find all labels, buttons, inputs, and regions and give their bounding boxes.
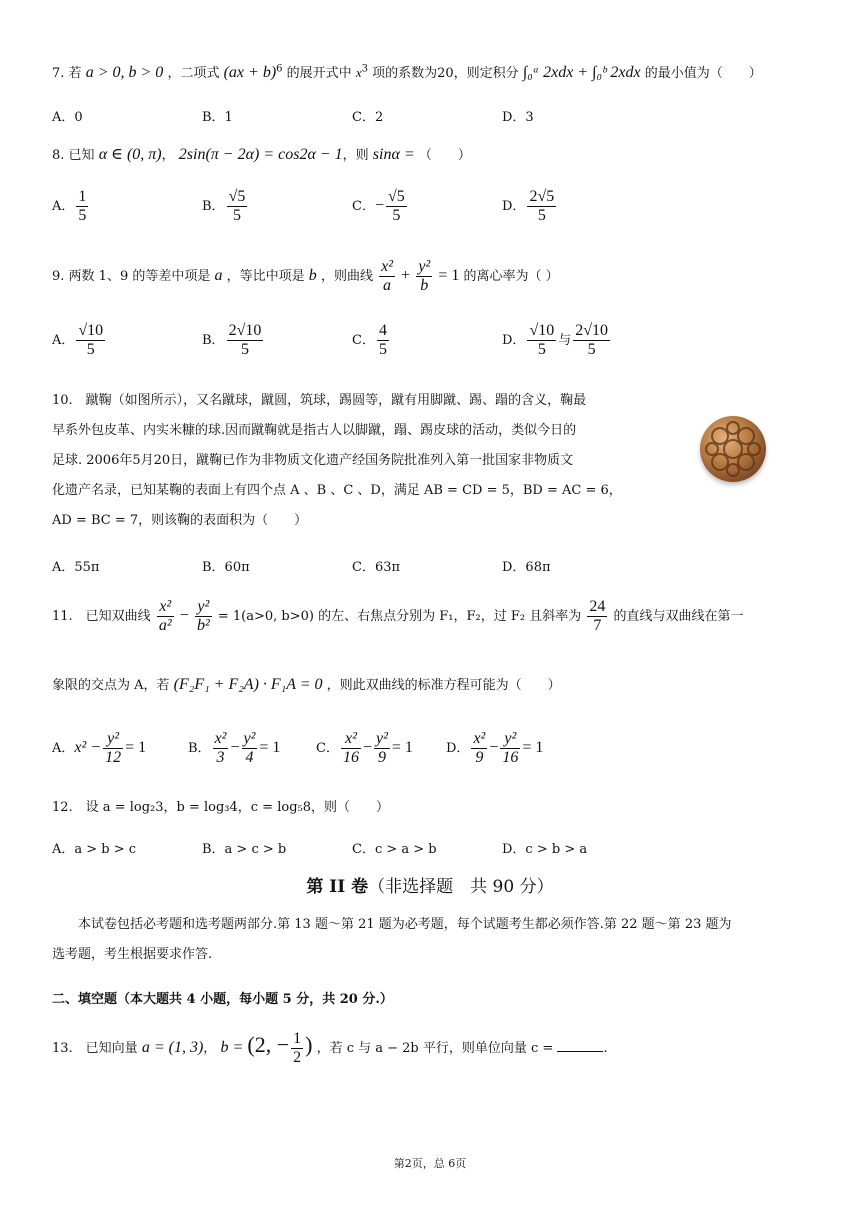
q13-vector-b-close: ) <box>305 1032 313 1057</box>
q7-text: ，二项式 <box>167 66 220 81</box>
q10-option-b[interactable]: B．60π <box>202 560 250 575</box>
option-label: B． <box>202 333 225 348</box>
q10-line: 化遗产名录，已知某鞠的表面上有四个点 A 、B 、C 、D，满足 AB = CD = 5，BD = AC = 6， <box>52 483 622 498</box>
q10-option-c[interactable]: C．63π <box>352 560 401 575</box>
q9-option-b[interactable] <box>202 322 265 359</box>
q11-option-b[interactable] <box>188 730 280 767</box>
q9-text: ，则曲线 <box>320 269 373 284</box>
section-title <box>0 872 860 897</box>
q13-text: ，若 c 与 a − 2b 平行，则单位向量 c = <box>316 1041 554 1056</box>
q11-option-c[interactable] <box>316 730 413 767</box>
option-label: B． <box>188 741 211 756</box>
fraction: $\frac{2√10}{5}$ <box>228 322 262 358</box>
q12-option-d[interactable]: D．c > b > a <box>502 842 588 857</box>
q8-condition: α ∈ (0, π) <box>98 146 162 163</box>
q9-number: 9. <box>52 269 65 284</box>
question-11-line2 <box>52 674 561 694</box>
fraction: $\frac{2√5}{5}$ <box>529 188 555 224</box>
part-2-heading: 二、填空题（本大题共 4 小题，每小题 5 分，共 20 分.） <box>52 992 393 1007</box>
q8-text: ，则 <box>342 148 369 163</box>
and-word: 与 <box>558 333 572 348</box>
q9-option-d[interactable] <box>502 322 612 359</box>
q7-integral: ∫₀ᵃ 2xdx + ∫₀ᵇ 2xdx <box>522 64 641 81</box>
q7-option-b[interactable]: B．1 <box>202 110 233 125</box>
q9-a: a <box>214 267 223 284</box>
question-8 <box>52 144 471 164</box>
q7-text: 项的系数为20，则定积分 <box>372 66 519 81</box>
intro-line: 选考题，考生根据要求作答. <box>52 947 213 962</box>
minus-sign: − <box>230 739 240 756</box>
section-intro <box>52 910 812 970</box>
cuju-ball-image <box>700 416 766 482</box>
question-12: 12. 设 a = log₂3，b = log₃4，c = log₅8，则（ ） <box>52 800 389 815</box>
minus-sign: − <box>362 739 372 756</box>
question-11 <box>52 598 744 635</box>
option-label: D． <box>446 741 470 756</box>
q13-vector-a: a = (1, 3) <box>141 1039 204 1056</box>
q7-option-d[interactable]: D．3 <box>502 110 534 125</box>
fraction: $\frac{\text{y²}}{\text{b²}}$ <box>196 598 210 634</box>
q11-text: 的直线与双曲线在第一 <box>613 609 744 624</box>
fraction: $\frac{4}{5}$ <box>378 322 387 358</box>
q13-vector-b: b = <box>220 1039 244 1056</box>
fraction: $\frac{\text{x²}}{3}$ <box>214 730 227 766</box>
option-label: A． <box>52 199 75 214</box>
q9-text: ，等比中项是 <box>226 269 305 284</box>
option-label: C． <box>316 741 339 756</box>
fraction: $\frac{\text{x²}}{a}$ <box>381 258 393 294</box>
fraction: $\frac{√5}{5}$ <box>387 188 405 224</box>
q13-vector-b-open: (2, − <box>247 1032 290 1057</box>
q11-vector-equation: (F₂F₁ + F₂A) · F₁A = 0 <box>173 676 323 693</box>
fraction: $\frac{\text{y²}}{4}$ <box>243 730 256 766</box>
q7-term: x <box>355 65 362 80</box>
fraction: $\frac{\text{x²}}{9}$ <box>473 730 486 766</box>
q8-option-c[interactable] <box>352 188 409 225</box>
option-label: D． <box>502 199 526 214</box>
fraction: $\frac{\text{y²}}{12}$ <box>105 730 122 766</box>
q12-option-b[interactable]: B．a > c > b <box>202 842 287 857</box>
equals: = 1 <box>522 739 544 756</box>
fraction: $\frac{√10}{5}$ <box>529 322 555 358</box>
q12-option-c[interactable]: C．c > a > b <box>352 842 437 857</box>
q7-option-a[interactable]: A．0 <box>52 110 83 125</box>
option-label: C． <box>352 333 375 348</box>
q8-option-a[interactable] <box>52 188 90 225</box>
q11-text: = 1(a>0, b>0) 的左、右焦点分别为 F₁，F₂，过 F₂ 且斜率为 <box>217 609 582 624</box>
q7-exponent: 6 <box>276 63 283 75</box>
fraction: $\frac{\text{x²}}{16}$ <box>342 730 359 766</box>
answer-blank[interactable] <box>557 1051 603 1052</box>
q7-condition: a > 0, b > 0 <box>85 64 164 81</box>
minus-sign: − <box>179 607 189 624</box>
q10-line: AD = BC = 7，则该鞠的表面积为（ ） <box>52 513 308 528</box>
option-label: A． <box>52 333 75 348</box>
intro-line: 本试卷包括必考题和选考题两部分.第 13 题～第 21 题为必考题，每个试题考生都必须作答.第 22 题～第 23 题为 <box>78 917 732 932</box>
q9-b: b <box>308 267 317 284</box>
fraction: $\frac{√10}{5}$ <box>78 322 104 358</box>
q11-text: ，则此双曲线的标准方程可能为（ ） <box>326 678 561 693</box>
section-title-main: 第 II 卷 <box>306 877 369 897</box>
fraction: $\frac{√5}{5}$ <box>228 188 246 224</box>
q11-option-a[interactable] <box>52 730 146 767</box>
fraction: $\frac{\text{y²}}{16}$ <box>502 730 519 766</box>
option-label: A． <box>52 741 75 756</box>
question-7 <box>52 62 762 82</box>
fraction: $\frac{\text{x²}}{\text{a²}}$ <box>158 598 172 634</box>
q7-text: 若 <box>68 66 82 81</box>
q8-text: ， <box>161 148 175 163</box>
q13-text: ， <box>203 1041 217 1056</box>
q10-option-d[interactable]: D．68π <box>502 560 551 575</box>
q9-option-a[interactable] <box>52 322 107 359</box>
q8-text: 已知 <box>68 148 95 163</box>
question-13 <box>52 1030 608 1067</box>
term: x² − <box>74 739 102 756</box>
q9-option-c[interactable] <box>352 322 391 359</box>
equals: = 1 <box>391 739 413 756</box>
q8-option-b[interactable] <box>202 188 249 225</box>
q12-option-a[interactable]: A．a > b > c <box>52 842 137 857</box>
minus-sign: − <box>489 739 499 756</box>
q10-line: 足球. 2006年5月20日，蹴鞠已作为非物质文化遗产经国务院批准列入第一批国家非物质文 <box>52 453 574 468</box>
q10-line: 10. 蹴鞠（如图所示），又名蹴球，蹴圆，筑球，踢圆等，蹴有用脚蹴、踢、蹋的含义，鞠最 <box>52 393 587 408</box>
page-footer: 第2页，总 6页 <box>393 1157 467 1170</box>
q13-text: 13. 已知向量 <box>52 1041 138 1056</box>
q11-text: 11. 已知双曲线 <box>52 609 151 624</box>
q8-equation: 2sin(π − 2α) = cos2α − 1 <box>178 146 343 163</box>
equals: = 1 <box>259 739 281 756</box>
fraction: $\frac{1}{2}$ <box>293 1030 302 1066</box>
fraction: $\frac{24}{7}$ <box>589 598 606 634</box>
fraction: $\frac{\text{y²}}{b}$ <box>418 258 431 294</box>
section-subtitle: （非选择题 共 90 分） <box>368 877 554 897</box>
option-label: C． <box>352 199 375 214</box>
minus-sign: − <box>374 197 384 214</box>
fraction: $\frac{\text{y²}}{9}$ <box>375 730 388 766</box>
q7-term-exponent: 3 <box>361 63 368 75</box>
question-9 <box>52 258 559 295</box>
q9-text: 两数 1、9 的等差中项是 <box>68 269 211 284</box>
q10-line: 早系外包皮革、内实米糠的球.因而蹴鞠就是指古人以脚蹴，蹋、踢皮球的活动，类似今日的 <box>52 423 577 438</box>
q13-text: . <box>603 1041 608 1056</box>
q9-text: 的离心率为（ ） <box>463 269 559 284</box>
q11-option-d[interactable] <box>446 730 543 767</box>
option-label: D． <box>502 333 526 348</box>
q8-option-d[interactable] <box>502 188 558 225</box>
q7-option-c[interactable]: C．2 <box>352 110 384 125</box>
q7-text: 的最小值为（ ） <box>644 66 762 81</box>
q7-text: 的展开式中 <box>286 66 352 81</box>
equals: = 1 <box>125 739 147 756</box>
option-label: B． <box>202 199 225 214</box>
q10-option-a[interactable]: A．55π <box>52 560 100 575</box>
plus-sign: + <box>401 267 411 284</box>
q8-ask: sinα = <box>372 146 415 163</box>
q11-text: 象限的交点为 A，若 <box>52 678 170 693</box>
q8-number: 8. <box>52 148 65 163</box>
fraction: $\frac{2√10}{5}$ <box>575 322 609 358</box>
q8-text: （ ） <box>418 148 471 163</box>
q7-binomial: (ax + b) <box>223 64 277 81</box>
fraction: $\frac{1}{5}$ <box>78 188 87 224</box>
q7-number: 7. <box>52 66 65 81</box>
question-10 <box>52 386 692 536</box>
equals: = 1 <box>438 267 460 284</box>
